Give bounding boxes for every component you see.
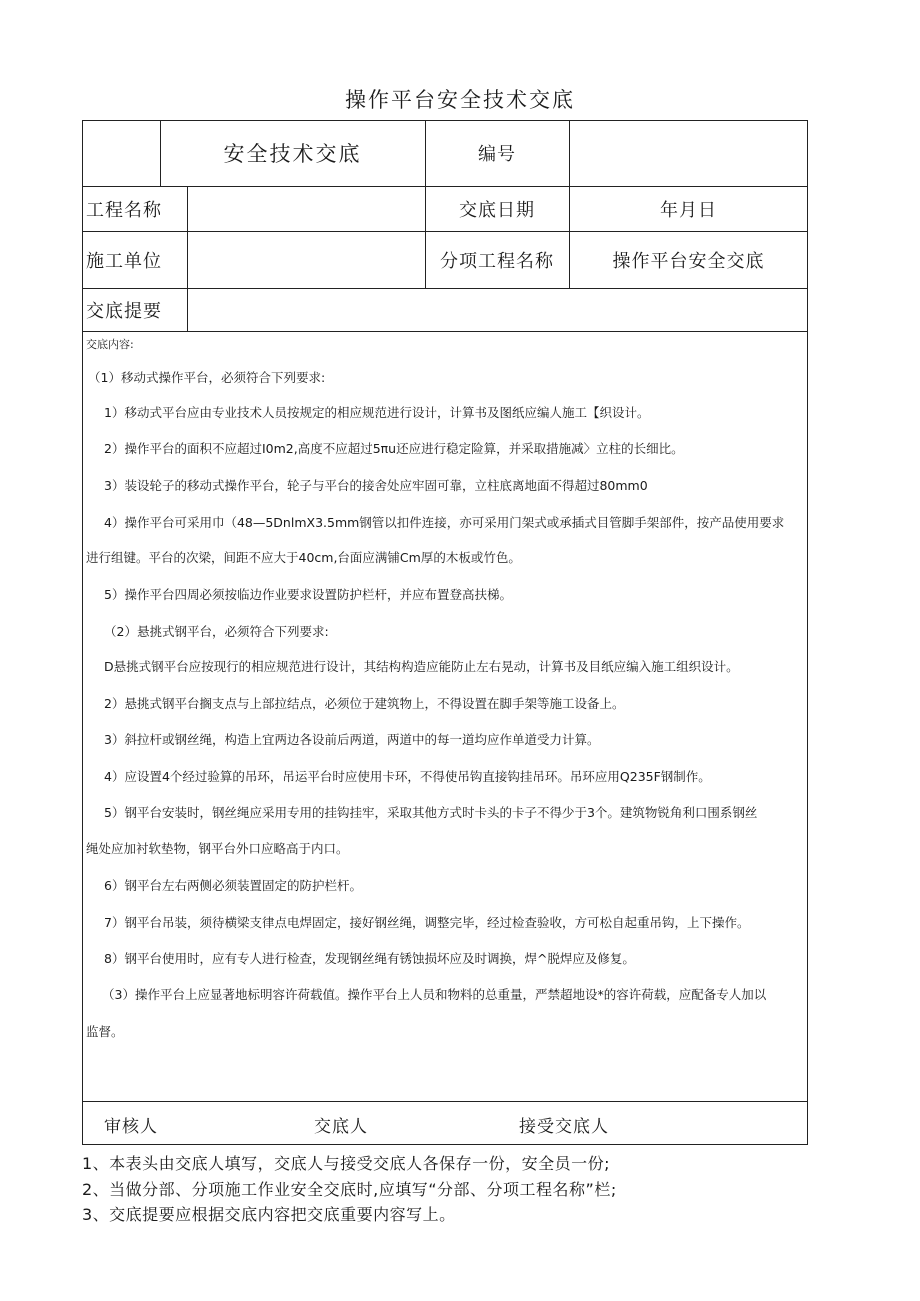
content-line: 6）钢平台左右两侧必须装置固定的防护栏杆。 (104, 878, 362, 893)
discloser-label: 交底人 (314, 1117, 368, 1137)
content-line: 4）操作平台可采用巾（48—5DnlmX3.5mm钢管以扣件连接，亦可采用门架式或承插式目管脚手架部件，按产品使用要求 (104, 515, 785, 530)
subproject-name-label: 分项工程名称 (440, 250, 554, 272)
form-title: 安全技术交底 (223, 142, 362, 166)
row-divider (82, 1101, 808, 1102)
content-line: 4）应设置4个经过验算的吊环，吊运平台时应使用卡环，不得使吊钩直接钩挂吊环。吊环应用Q235F钢制作。 (104, 769, 711, 784)
content-line: （3）操作平台上应显著地标明容许荷载值。操作平台上人员和物料的总重量，严禁超地设*的容许荷载，应配备专人加以 (102, 987, 767, 1002)
project-name-label: 工程名称 (86, 199, 162, 221)
content-line: D悬挑式钢平台应按现行的相应规范进行设计，其结构构造应能防止左右晃动，计算书及目纸应编入施工组织设计。 (104, 659, 739, 674)
content-line: 2）悬挑式钢平台搁支点与上部拉结点，必须位于建筑物上，不得设置在脚手架等施工设备上。 (104, 696, 625, 711)
content-heading: 交底内容: (86, 338, 134, 351)
footer-note: 2、当做分部、分项施工作业安全交底时,应填写“分部、分项工程名称”栏; (82, 1180, 617, 1199)
content-line: 3）斜拉杆或钢丝绳，构造上宜两边各设前后两道，两道中的每一道均应作单道受力计算。 (104, 732, 600, 747)
document-title: 操作平台安全技术交底 (345, 88, 575, 112)
content-line: 3）装设轮子的移动式操作平台，轮子与平台的接舍处应牢固可靠，立柱底离地面不得超过80mm0 (104, 478, 648, 493)
row-divider (82, 331, 808, 332)
content-line: 进行组键。平台的次梁，间距不应大于40cm,台面应满铺Cm厚的木板或竹色。 (86, 550, 521, 565)
subproject-name-field[interactable]: 操作平台安全交底 (612, 250, 765, 272)
footer-note: 1、本表头由交底人填写，交底人与接受交底人各保存一份，安全员一份; (82, 1154, 611, 1173)
date-label: 交底日期 (459, 199, 535, 221)
number-field[interactable] (570, 120, 807, 186)
construction-unit-label: 施工单位 (86, 250, 162, 272)
content-line: 7）钢平台吊装，须待横梁支律点电焊固定，接好钢丝绳，调整完毕，经过检查验收，方可松自起重吊钩，上下操作。 (104, 915, 750, 930)
summary-field[interactable] (188, 288, 806, 331)
number-label: 编号 (478, 144, 516, 165)
content-line: （2）悬挑式钢平台，必须符合下列要求: (104, 624, 329, 639)
footer-note: 3、交底提要应根据交底内容把交底重要内容写上。 (82, 1205, 456, 1224)
construction-unit-field[interactable] (188, 231, 424, 288)
content-line: 5）钢平台安装时，钢丝绳应采用专用的挂钩挂牢，采取其他方式时卡头的卡子不得少于3个。建筑物锐角利口围系钢丝 (104, 805, 758, 820)
content-line: 监督。 (86, 1024, 124, 1039)
summary-label: 交底提要 (86, 300, 162, 322)
content-line: （1）移动式操作平台，必须符合下列要求: (88, 370, 326, 385)
reviewer-label: 审核人 (104, 1117, 158, 1137)
project-name-field[interactable] (188, 186, 424, 231)
date-field[interactable]: 年月日 (660, 199, 717, 221)
content-line: 1）移动式平台应由专业技术人员按规定的相应规范进行设计，计算书及图纸应编人施工【织设计。 (104, 405, 650, 420)
content-line: 绳处应加衬软垫物，钢平台外口应略高于内口。 (86, 841, 349, 856)
receiver-label: 接受交底人 (519, 1117, 609, 1137)
content-line: 2）操作平台的面积不应超过I0m2,高度不应超过5πu还应进行稳定险算，并采取措施减〉立柱的长细比。 (104, 441, 684, 456)
content-line: 8）钢平台使用时，应有专人进行检查，发现钢丝绳有锈蚀损坏应及时调换，焊^脱焊应及修复。 (104, 951, 635, 966)
content-line: 5）操作平台四周必须按临边作业要求设置防护栏杆，并应布置登高扶梯。 (104, 587, 512, 602)
